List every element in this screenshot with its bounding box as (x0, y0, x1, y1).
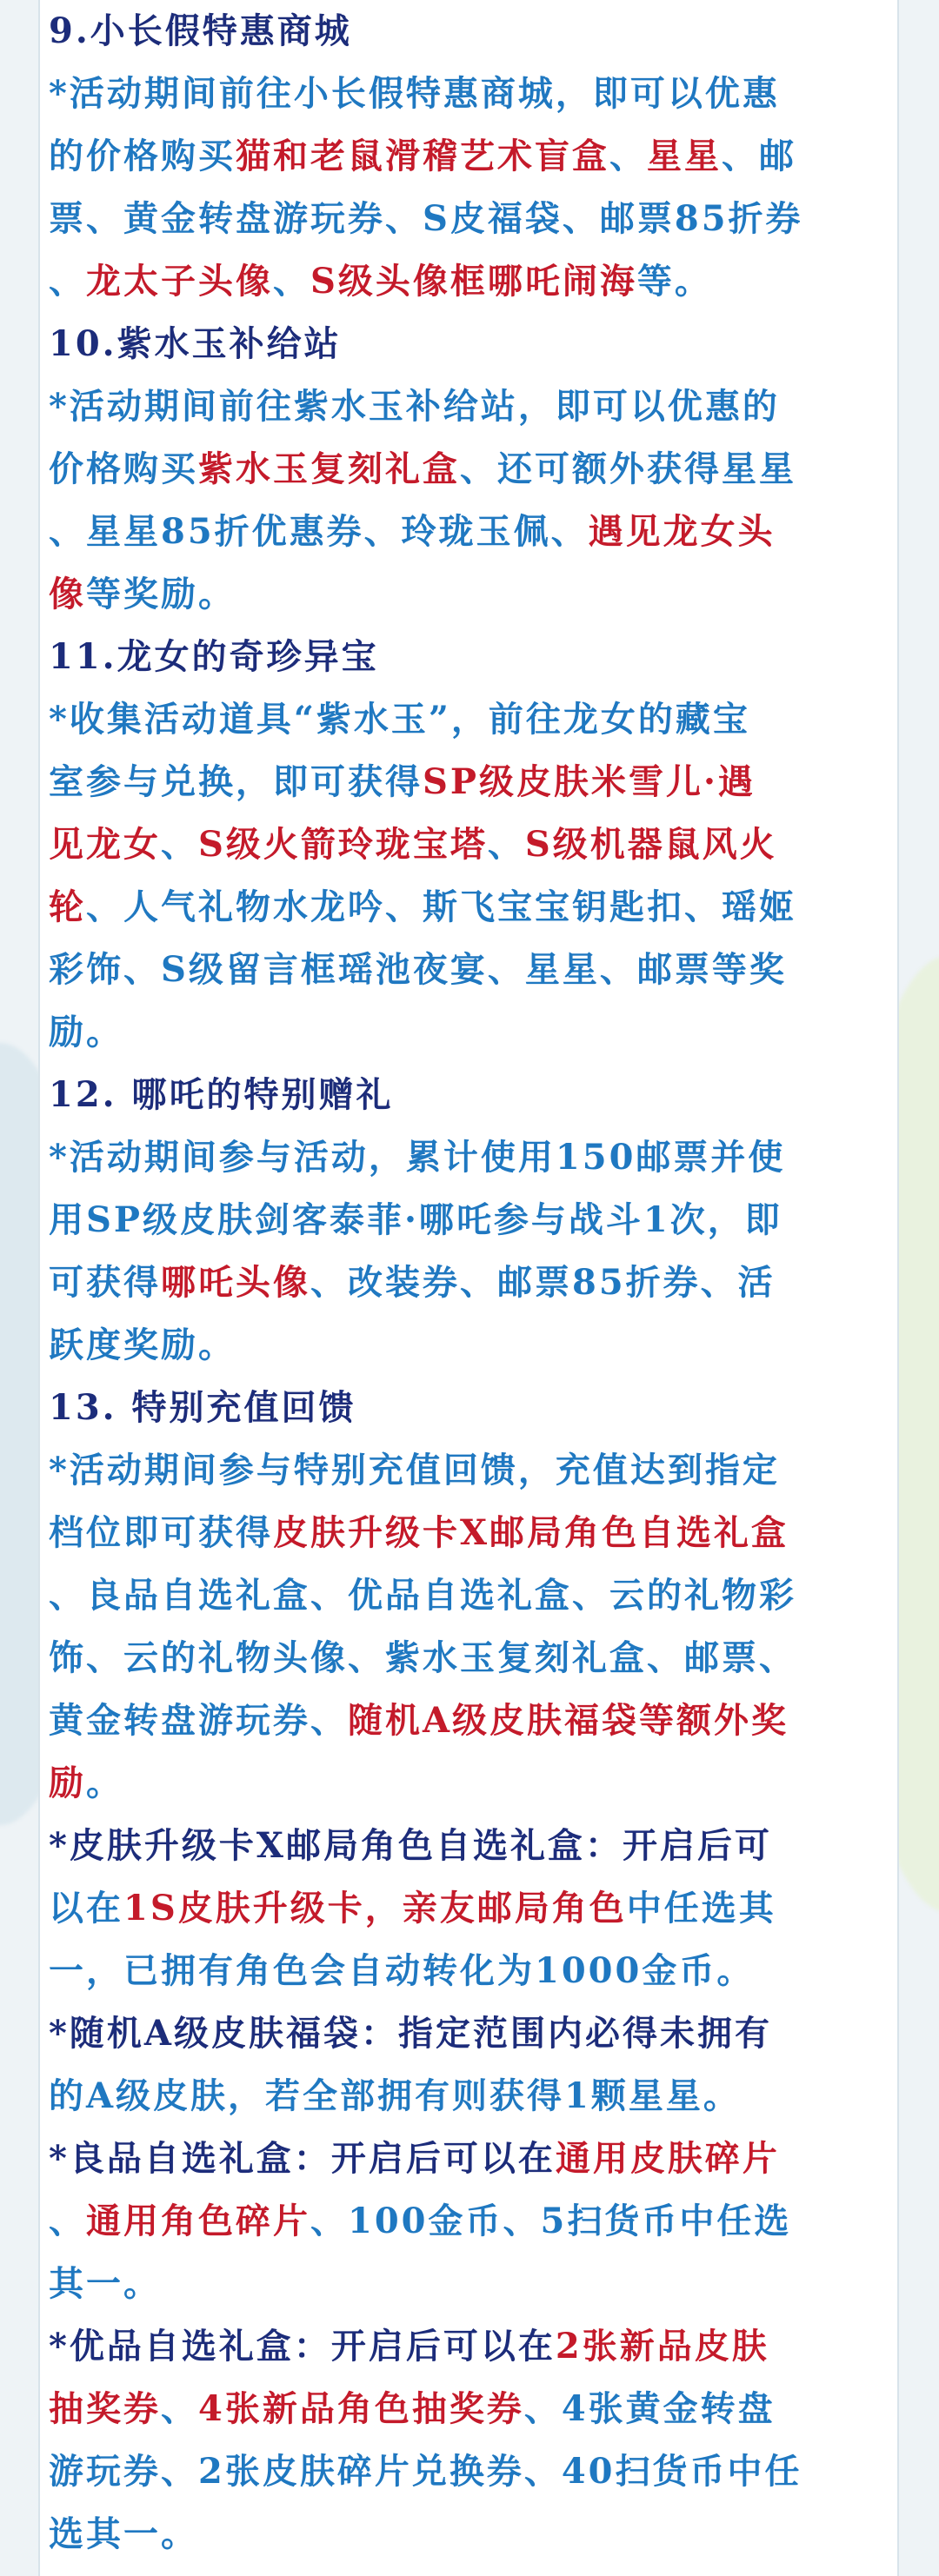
text-line (49, 63, 897, 125)
highlight-text: 通用角色碎片 (86, 2201, 310, 2241)
highlight-text: S级火箭玲珑宝塔 (198, 824, 488, 865)
body-text: *优品自选礼盒：开启后可以在 (49, 2326, 556, 2367)
text-line (49, 1627, 897, 1690)
text-line (49, 1126, 897, 1189)
body-text: 等。 (636, 261, 712, 302)
text-line (49, 1502, 897, 1564)
highlight-text: 遇见龙女头 (588, 511, 776, 552)
body-text: *活动期间参与活动，累计使用150邮票并使 (49, 1137, 786, 1178)
text-line (49, 2378, 897, 2440)
highlight-text: 龙太子头像 (86, 261, 273, 302)
highlight-text: 1S皮肤升级卡，亲友邮局角色 (123, 1888, 627, 1929)
body-text: 选其一。 (49, 2513, 198, 2554)
body-text: 一，已拥有角色会自动转化为1000金币。 (49, 1950, 755, 1991)
section-heading: 11.龙女的奇珍异宝 (49, 636, 379, 677)
highlight-text: S级机器鼠风火 (524, 824, 777, 865)
text-line (49, 563, 897, 626)
highlight-text: 2张新品皮肤 (555, 2326, 769, 2367)
body-text: *活动期间前往紫水玉补给站，即可以优惠的 (49, 386, 780, 427)
text-line (49, 751, 897, 813)
highlight-text: 哪吒头像 (161, 1262, 310, 1303)
body-text: 、 (161, 2388, 198, 2429)
highlight-text: 轮 (49, 886, 86, 927)
text-line (49, 2065, 897, 2128)
text-line (49, 2253, 897, 2315)
body-text: 彩饰、S级留言框瑶池夜宴、星星、邮票等奖 (49, 949, 787, 990)
body-text: 、星星85折优惠券、玲珑玉佩、 (49, 511, 589, 552)
text-line (49, 2440, 897, 2503)
text-line (49, 2503, 897, 2566)
body-text: 、4张黄金转盘 (523, 2388, 776, 2429)
section-heading: 13. 特别充值回馈 (49, 1387, 356, 1428)
text-line (49, 939, 897, 1001)
body-text: 、 (49, 261, 86, 302)
body-text: 、 (161, 824, 198, 865)
highlight-text: 见龙女 (49, 824, 161, 865)
section-heading: 12. 哪吒的特别赠礼 (49, 1074, 394, 1115)
body-text: 、良品自选礼盒、优品自选礼盒、云的礼物彩 (49, 1575, 796, 1616)
body-text: 等奖励。 (86, 574, 236, 614)
body-text: 、 (487, 824, 525, 865)
body-text: 可获得 (49, 1262, 161, 1303)
text-line (49, 438, 897, 501)
body-text: *收集活动道具“紫水玉”，前往龙女的藏宝 (49, 699, 750, 740)
body-text: 饰、云的礼物头像、紫水玉复刻礼盒、邮票、 (49, 1637, 796, 1678)
text-line (49, 125, 897, 188)
text-line (49, 2128, 897, 2190)
text-line (49, 1815, 897, 1877)
highlight-text: 皮肤升级卡X邮局角色自选礼盒 (273, 1512, 789, 1553)
body-text: 、 (49, 2201, 86, 2241)
text-line (49, 876, 897, 939)
text-line (49, 1690, 897, 1752)
body-text: 。 (86, 1763, 123, 1803)
text-line (49, 1940, 897, 2002)
body-text: 游玩券、2张皮肤碎片兑换券、40扫货币中任 (49, 2451, 802, 2492)
text-line (49, 813, 897, 876)
body-text: 、100金币、5扫货币中任选 (310, 2201, 792, 2241)
text-line (49, 313, 897, 375)
text-line (49, 1752, 897, 1815)
highlight-text: SP级皮肤米雪儿·遇 (423, 761, 756, 802)
highlight-text: S级头像框哪吒闹海 (310, 261, 637, 302)
body-text: 中任选其 (626, 1888, 776, 1929)
body-text: 、 (273, 261, 310, 302)
text-line (49, 2315, 897, 2378)
text-line (49, 1439, 897, 1502)
text-line (49, 188, 897, 250)
body-text: 、 (609, 136, 647, 176)
text-line (49, 688, 897, 751)
text-line (49, 250, 897, 313)
text-line (49, 1251, 897, 1314)
text-line (49, 2002, 897, 2065)
body-text: 档位即可获得 (49, 1512, 273, 1553)
body-text: 价格购买 (49, 448, 198, 489)
section-heading: 10.紫水玉补给站 (49, 323, 342, 364)
text-line (49, 2190, 897, 2253)
text-line (49, 375, 897, 438)
body-text: *活动期间前往小长假特惠商城，即可以优惠 (49, 73, 780, 114)
highlight-text: 抽奖券 (49, 2388, 161, 2429)
body-text: 跃度奖励。 (49, 1325, 236, 1365)
body-text: 其一。 (49, 2263, 161, 2304)
highlight-text: 4张新品角色抽奖券 (198, 2388, 524, 2429)
body-text: 室参与兑换，即可获得 (49, 761, 423, 802)
body-text: 、改装券、邮票85折券、活 (310, 1262, 776, 1303)
body-text: *活动期间参与特别充值回馈，充值达到指定 (49, 1450, 780, 1490)
body-text: *随机A级皮肤福袋：指定范围内必得未拥有 (49, 2013, 772, 2054)
body-text: 以在 (49, 1888, 123, 1929)
body-text: *良品自选礼盒：开启后可以在 (49, 2138, 556, 2179)
text-line (49, 0, 897, 63)
body-text: *皮肤升级卡X邮局角色自选礼盒：开启后可 (49, 1825, 772, 1866)
body-text: 、还可额外获得星星 (460, 448, 796, 489)
highlight-text: 星星 (647, 136, 722, 176)
body-text: 用SP级皮肤剑客泰菲·哪吒参与战斗1次，即 (49, 1199, 782, 1240)
body-text: 励。 (49, 1012, 123, 1052)
text-line (49, 626, 897, 688)
highlight-text: 紫水玉复刻礼盒 (198, 448, 460, 489)
body-text: 的价格购买 (49, 136, 236, 176)
text-line (49, 1877, 897, 1940)
text-line (49, 501, 897, 563)
section-heading: 9.小长假特惠商城 (49, 10, 352, 51)
text-line (49, 1564, 897, 1627)
text-line (49, 1001, 897, 1064)
body-text: 票、黄金转盘游玩券、S皮福袋、邮票85折券 (49, 198, 803, 239)
text-line (49, 1064, 897, 1126)
text-line (49, 1314, 897, 1377)
body-text: 、人气礼物水龙吟、斯飞宝宝钥匙扣、瑶姬 (86, 886, 796, 927)
body-text: 的A级皮肤，若全部拥有则获得1颗星星。 (49, 2075, 741, 2116)
article-card (38, 0, 899, 2576)
highlight-text: 猫和老鼠滑稽艺术盲盒 (236, 136, 609, 176)
text-line (49, 1377, 897, 1439)
text-line (49, 1189, 897, 1251)
body-text: 、邮 (722, 136, 796, 176)
highlight-text: 励 (49, 1763, 86, 1803)
highlight-text: 通用皮肤碎片 (555, 2138, 780, 2179)
body-text: 黄金转盘游玩券、 (49, 1700, 348, 1741)
highlight-text: 像 (49, 574, 86, 614)
highlight-text: 随机A级皮肤福袋等额外奖 (348, 1700, 789, 1741)
